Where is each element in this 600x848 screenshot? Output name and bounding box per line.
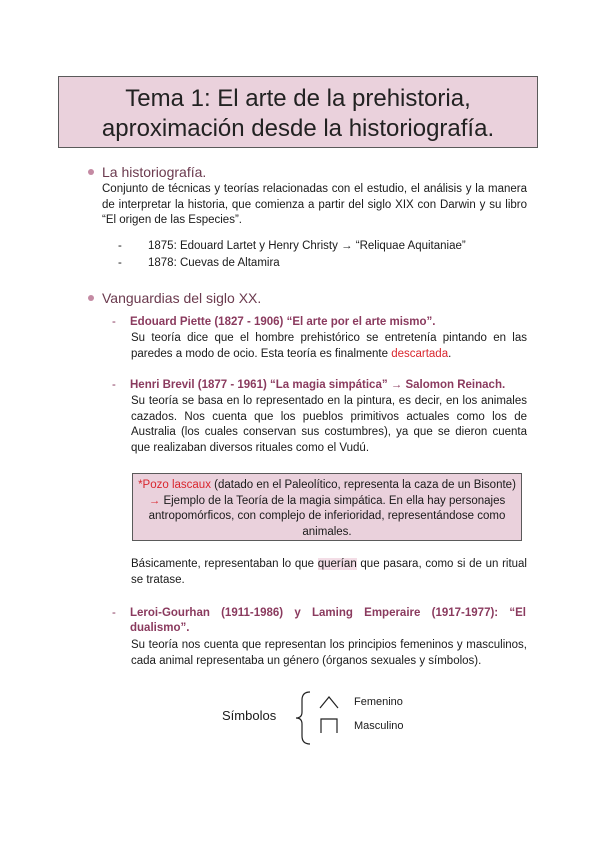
title-box [58, 76, 538, 148]
symbols-diagram [222, 690, 442, 746]
piette-paragraph: Su teoría dice que el hombre prehistórico se entretenía pintando en las paredes a modo de ocio. Esta teoría es finalmente descartada. [131, 332, 527, 360]
male-label: Masculino [354, 720, 404, 732]
descartada-text: descartada [391, 347, 449, 360]
female-label: Femenino [354, 696, 403, 708]
dash-icon: - [118, 257, 122, 269]
symbols-label: Símbolos [222, 708, 277, 723]
title-line-2: aproximación desde la historiografía. [101, 115, 495, 142]
querian-highlight: querían [317, 558, 357, 570]
pozo-lascaux-label: *Pozo lascaux [138, 479, 211, 491]
dash-icon: - [118, 240, 122, 252]
bullet-dot-icon [88, 169, 94, 175]
female-symbol-icon [318, 694, 340, 710]
title-line-1: Tema 1: El arte de la prehistoria, [125, 85, 471, 112]
dash-icon: - [112, 607, 116, 619]
historiografia-paragraph: Conjunto de técnicas y teorías relacionadas con el estudio, el análisis y la manera de interpretar la historia, que comienza a partir del siglo XIX con Darwin y su libro “El origen de las Especies”. [102, 183, 527, 226]
dash-icon: - [112, 316, 116, 328]
arrow-icon: → [148, 494, 161, 507]
section-historiografia-heading: La historiografía. [88, 164, 206, 180]
bullet-dot-icon [88, 295, 94, 301]
dash-icon: - [112, 379, 116, 391]
brevil-paragraph: Su teoría se basa en lo representado en la pintura, es decir, en los animales cazados. Nos cuenta que los pueblos primitivos actuales como los de Australia (los cuales conservan sus costumbres), ya que se dieron cuenta que realizaban diversos rituales como el Vudú. [131, 395, 527, 454]
pozo-lascaux-note: *Pozo lascaux (datado en el Paleolítico, representa la caza de un Bisonte) → Ejemplo de la Teoría de la magia simpática. En ella hay personajes antropomórficos, con complejo de inferioridad, representándose como animales. [132, 473, 522, 541]
basically-paragraph: Básicamente, representaban lo que querían que pasara, como si de un ritual se tratase. [131, 558, 527, 586]
leroi-paragraph: Su teoría nos cuenta que representan los principios femeninos y masculinos, cada animal representaba un género (órganos sexuales y símbolos). [131, 639, 527, 667]
male-symbol-icon [318, 716, 340, 734]
section-vanguardias-heading: Vanguardias del siglo XX. [88, 290, 261, 306]
